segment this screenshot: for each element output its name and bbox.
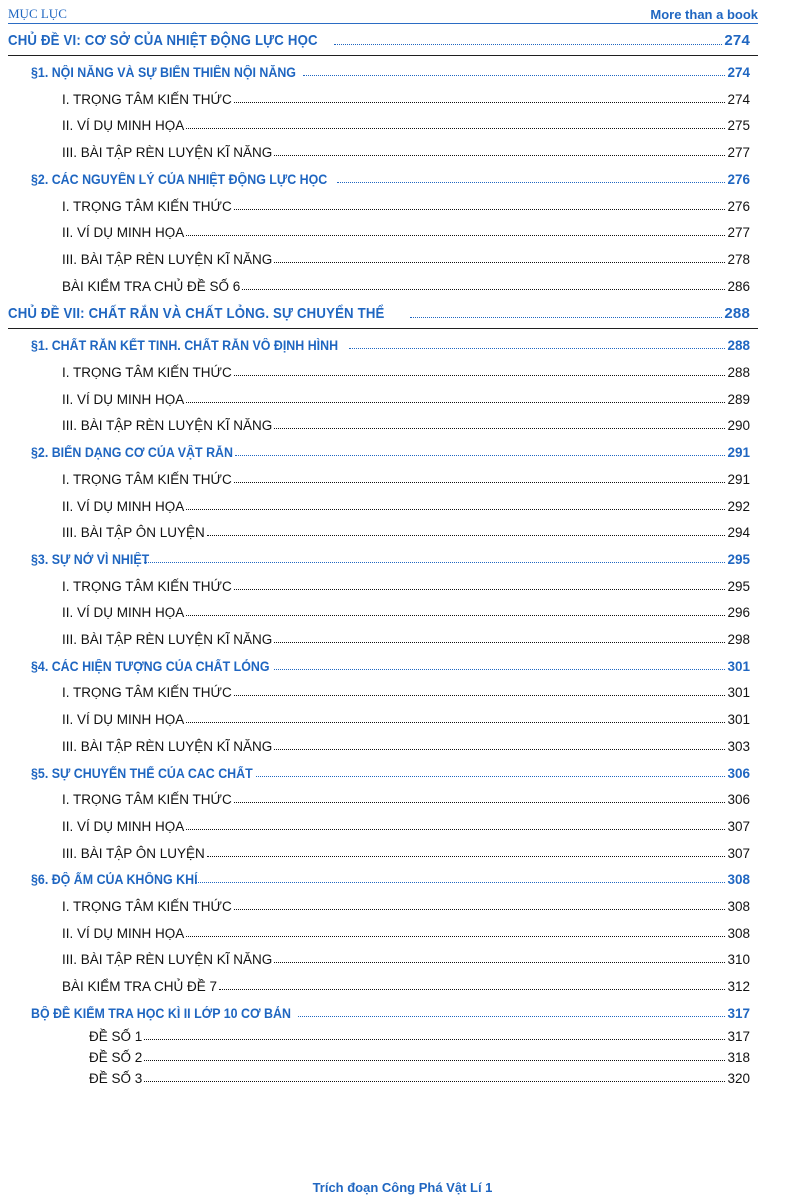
toc-entry-label: BÀI KIỂM TRA CHỦ ĐỀ SỐ 6 <box>62 278 241 294</box>
toc-page-number: 274 <box>727 91 750 107</box>
toc-entry-label: III. BÀI TẬP ÔN LUYỆN <box>62 845 205 861</box>
toc-entry-item[interactable] <box>62 252 750 267</box>
dot-leader <box>242 289 725 290</box>
toc-entry-section[interactable] <box>31 1006 750 1021</box>
toc-entry-chapter[interactable] <box>8 32 750 49</box>
chapter-divider <box>8 55 758 56</box>
toc-page-number: 317 <box>727 1005 750 1021</box>
dot-leader <box>144 1039 725 1040</box>
toc-entry-exam[interactable] <box>89 1029 750 1044</box>
toc-entry-label: §4. CÁC HIỆN TƯỢNG CỦA CHẤT LỎNG <box>31 658 270 674</box>
dot-leader <box>303 75 725 76</box>
toc-page-number: 301 <box>727 685 750 701</box>
toc-page-number: 288 <box>727 338 750 354</box>
toc-entry-section[interactable] <box>31 872 750 887</box>
toc-entry-label: CHỦ ĐỀ VII: CHẤT RẮN VÀ CHẤT LỎNG. SỰ CHUYỂN THỂ <box>8 305 385 323</box>
dot-leader <box>234 102 726 103</box>
toc-entry-label: §2. BIẾN DẠNG CƠ CỦA VẬT RẮN <box>31 445 233 461</box>
toc-page-number: 291 <box>727 445 750 461</box>
dot-leader <box>186 829 725 830</box>
toc-entry-label: ĐỀ SỐ 1 <box>89 1028 143 1044</box>
toc-entry-exam[interactable] <box>89 1071 750 1086</box>
toc-page-number: 306 <box>727 765 750 781</box>
toc-entry-chapter[interactable] <box>8 305 750 322</box>
dot-leader <box>337 182 725 183</box>
toc-entry-item[interactable] <box>62 499 750 514</box>
toc-entry-label: II. VÍ DỤ MINH HỌA <box>62 118 185 134</box>
dot-leader <box>219 989 725 990</box>
toc-entry-label: I. TRỌNG TÂM KIẾN THỨC <box>62 365 232 380</box>
toc-entry-label: II. VÍ DỤ MINH HỌA <box>62 391 185 407</box>
toc-entry-label: III. BÀI TẬP RÈN LUYỆN KĨ NĂNG <box>62 632 273 647</box>
toc-page-number: 295 <box>727 578 750 594</box>
toc-entry-item[interactable] <box>62 952 750 967</box>
toc-page-number: 295 <box>727 551 750 567</box>
toc-entry-label: ĐỀ SỐ 3 <box>89 1070 143 1086</box>
dot-leader <box>349 348 726 349</box>
toc-page-number: 278 <box>727 251 750 267</box>
toc-entry-label: ĐỀ SỐ 2 <box>89 1049 143 1065</box>
toc-entry-label: I. TRỌNG TÂM KIẾN THỨC <box>62 899 232 914</box>
toc-page-number: 312 <box>727 979 750 995</box>
dot-leader <box>274 155 725 156</box>
dot-leader <box>186 615 725 616</box>
toc-entry-item[interactable] <box>62 145 750 160</box>
toc-entry-item[interactable] <box>62 118 750 133</box>
toc-entry-section[interactable] <box>31 65 750 80</box>
toc-page-number: 292 <box>727 498 750 514</box>
toc-entry-item[interactable] <box>62 365 750 380</box>
toc-page-number: 294 <box>727 525 750 541</box>
toc-entry-item[interactable] <box>62 279 750 294</box>
toc-page-number: 301 <box>727 658 750 674</box>
toc-page-number: 274 <box>727 65 750 80</box>
dot-leader <box>235 455 726 456</box>
toc-page-number: 288 <box>724 305 750 323</box>
toc-page-number: 320 <box>727 1070 750 1086</box>
toc-page-number: 286 <box>727 278 750 294</box>
toc-page-number: 277 <box>727 145 750 161</box>
toc-page-number: 291 <box>727 471 750 487</box>
toc-entry-label: I. TRỌNG TÂM KIẾN THỨC <box>62 91 232 107</box>
toc-entry-item[interactable] <box>62 819 750 834</box>
dot-leader <box>274 749 725 750</box>
toc-entry-label: III. BÀI TẬP RÈN LUYỆN KĨ NĂNG <box>62 418 273 434</box>
toc-entry-item[interactable] <box>62 225 750 240</box>
toc-entry-section[interactable] <box>31 445 750 460</box>
toc-entry-label: §1. NỘI NĂNG VÀ SỰ BIẾN THIÊN NỘI NĂNG <box>31 65 296 80</box>
toc-page-number: 289 <box>727 391 750 407</box>
toc-page-number: 310 <box>727 952 750 968</box>
dot-leader <box>207 856 726 857</box>
toc-page-number: 303 <box>727 738 750 754</box>
toc-entry-section[interactable] <box>31 659 750 674</box>
toc-page-number: 301 <box>727 712 750 728</box>
header-tagline: More than a book <box>650 7 758 22</box>
toc-entry-item[interactable] <box>62 979 750 994</box>
toc-entry-item[interactable] <box>62 472 750 487</box>
dot-leader <box>186 722 725 723</box>
toc-page-number: 277 <box>727 225 750 241</box>
toc-entry-label: I. TRỌNG TÂM KIẾN THỨC <box>62 471 232 487</box>
toc-entry-label: I. TRỌNG TÂM KIẾN THỨC <box>62 685 232 701</box>
toc-page-number: 275 <box>727 118 750 134</box>
toc-entry-label: III. BÀI TẬP RÈN LUYỆN KĨ NĂNG <box>62 738 273 754</box>
toc-entry-label: I. TRỌNG TÂM KIẾN THỨC <box>62 792 232 808</box>
dot-leader <box>256 776 725 777</box>
header-title: MỤC LỤC <box>8 6 67 21</box>
toc-entry-label: II. VÍ DỤ MINH HỌA <box>62 712 185 728</box>
toc-entry-item[interactable] <box>62 92 750 107</box>
toc-entry-label: I. TRỌNG TÂM KIẾN THỨC <box>62 578 232 594</box>
toc-entry-exam[interactable] <box>89 1050 750 1065</box>
toc-entry-label: §3. SỰ NỞ VÌ NHIỆT <box>31 551 150 567</box>
dot-leader <box>144 562 726 563</box>
dot-leader <box>274 669 725 670</box>
toc-entry-item[interactable] <box>62 418 750 433</box>
dot-leader <box>144 1081 725 1082</box>
toc-entry-item[interactable] <box>62 792 750 807</box>
toc-page-number: 296 <box>727 605 750 621</box>
toc-page-number: 290 <box>727 418 750 434</box>
toc-entry-label: III. BÀI TẬP ÔN LUYỆN <box>62 525 205 541</box>
toc-entry-label: III. BÀI TẬP RÈN LUYỆN KĨ NĂNG <box>62 952 273 968</box>
toc-entry-label: §5. SỰ CHUYỂN THỂ CỦA CAC CHẤT <box>31 765 253 781</box>
toc-entry-item[interactable] <box>62 846 750 861</box>
page-header <box>8 6 758 24</box>
dot-leader <box>186 235 725 236</box>
toc-page-number: 307 <box>727 845 750 861</box>
dot-leader <box>334 44 722 45</box>
toc-entry-item[interactable] <box>62 525 750 540</box>
toc-entry-section[interactable] <box>31 766 750 781</box>
toc-entry-item[interactable] <box>62 926 750 941</box>
dot-leader <box>186 936 725 937</box>
toc-entry-item[interactable] <box>62 685 750 700</box>
toc-page-number: 276 <box>727 198 750 214</box>
dot-leader <box>186 509 725 510</box>
dot-leader <box>234 375 726 376</box>
toc-page-number: 274 <box>724 32 750 49</box>
toc-entry-label: I. TRỌNG TÂM KIẾN THỨC <box>62 198 232 214</box>
toc-page-number: 307 <box>727 818 750 834</box>
dot-leader <box>207 535 726 536</box>
dot-leader <box>234 589 726 590</box>
toc-entry-label: §2. CÁC NGUYÊN LÝ CỦA NHIỆT ĐỘNG LỰC HỌC <box>31 171 328 187</box>
toc-page-number: 317 <box>727 1028 750 1044</box>
dot-leader <box>234 209 726 210</box>
toc-page-number: 308 <box>727 925 750 941</box>
toc-page-number: 318 <box>727 1049 750 1065</box>
toc-entry-item[interactable] <box>62 899 750 914</box>
toc-entry-label: III. BÀI TẬP RÈN LUYỆN KĨ NĂNG <box>62 251 273 267</box>
dot-leader <box>186 128 725 129</box>
dot-leader <box>234 695 726 696</box>
toc-entry-item[interactable] <box>62 392 750 407</box>
toc-entry-label: §6. ĐỘ ẨM CỦA KHÔNG KHÍ <box>31 872 198 888</box>
toc-page-number: 288 <box>727 365 750 380</box>
toc-page-number: 306 <box>727 792 750 808</box>
dot-leader <box>144 1060 725 1061</box>
toc-entry-label: III. BÀI TẬP RÈN LUYỆN KĨ NĂNG <box>62 145 273 161</box>
toc-entry-section[interactable] <box>31 552 750 567</box>
toc-entry-label: II. VÍ DỤ MINH HỌA <box>62 498 185 514</box>
toc-entry-item[interactable] <box>62 579 750 594</box>
toc-entry-label: BÀI KIỂM TRA CHỦ ĐỀ 7 <box>62 979 218 995</box>
dot-leader <box>274 428 725 429</box>
dot-leader <box>274 642 725 643</box>
dot-leader <box>298 1016 726 1017</box>
toc-page-number: 298 <box>727 632 750 647</box>
toc-entry-item[interactable] <box>62 632 750 647</box>
toc-entry-label: II. VÍ DỤ MINH HỌA <box>62 225 185 241</box>
dot-leader <box>234 802 726 803</box>
toc-entry-label: §1. CHẤT RẮN KẾT TINH. CHẤT RẮN VÔ ĐỊNH HÌNH <box>31 338 339 354</box>
dot-leader <box>196 882 725 883</box>
toc-entry-label: II. VÍ DỤ MINH HỌA <box>62 818 185 834</box>
toc-entry-item[interactable] <box>62 199 750 214</box>
toc-page-number: 276 <box>727 171 750 187</box>
toc-page-number: 308 <box>727 899 750 914</box>
page-footer: Trích đoạn Công Phá Vật Lí 1 <box>312 1180 493 1195</box>
toc-page-number: 308 <box>727 872 750 888</box>
dot-leader <box>274 962 725 963</box>
toc-entry-label: BỘ ĐỀ KIỂM TRA HỌC KÌ II LỚP 10 CƠ BẢN <box>31 1005 291 1021</box>
toc-entry-item[interactable] <box>62 605 750 620</box>
chapter-divider <box>8 328 758 329</box>
toc-entry-label: CHỦ ĐỀ VI: CƠ SỞ CỦA NHIỆT ĐỘNG LỰC HỌC <box>8 32 318 49</box>
dot-leader <box>186 402 725 403</box>
dot-leader <box>234 482 726 483</box>
toc-entry-section[interactable] <box>31 338 750 353</box>
toc-entry-item[interactable] <box>62 712 750 727</box>
toc-entry-label: II. VÍ DỤ MINH HỌA <box>62 605 185 621</box>
toc-entry-item[interactable] <box>62 739 750 754</box>
dot-leader <box>234 909 726 910</box>
toc-entry-label: II. VÍ DỤ MINH HỌA <box>62 925 185 941</box>
dot-leader <box>410 317 722 318</box>
dot-leader <box>274 262 725 263</box>
toc-entry-section[interactable] <box>31 172 750 187</box>
